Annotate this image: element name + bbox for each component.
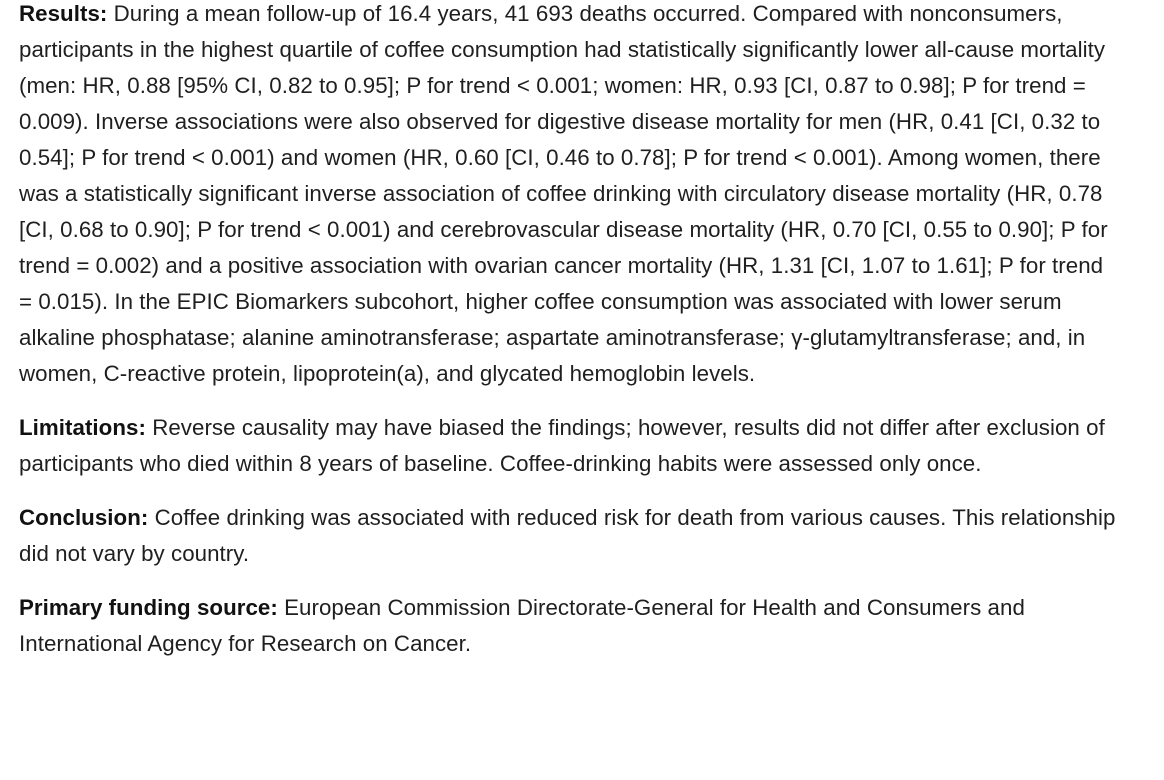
limitations-paragraph bbox=[19, 410, 1119, 482]
results-text: During a mean follow-up of 16.4 years, 41 693 deaths occurred. Compared with nonconsumers, participants in the highest quartile of coffee consumption had statistically significantly lower all-cause mortality (men: HR, 0.88 [95% CI, 0.82 to 0.95]; P for trend < 0.001; women: HR, 0.93 [CI, 0.87 to 0.98]; P for trend = 0.009). Inverse associations were also observed for digestive disease mortality for men (HR, 0.41 [CI, 0.32 to 0.54]; P for trend < 0.001) and women (HR, 0.60 [CI, 0.46 to 0.78]; P for trend < 0.001). Among women, there was a statistically significant inverse association of coffee drinking with circulatory disease mortality (HR, 0.78 [CI, 0.68 to 0.90]; P for trend < 0.001) and cerebrovascular disease mortality (HR, 0.70 [CI, 0.55 to 0.90]; P for trend = 0.002) and a positive association with ovarian cancer mortality (HR, 1.31 [CI, 1.07 to 1.61]; P for trend = 0.015). In the EPIC Biomarkers subcohort, higher coffee consumption was associated with lower serum alkaline phosphatase; alanine aminotransferase; aspartate aminotransferase; γ-glutamyltransferase; and, in women, C-reactive protein, lipoprotein(a), and glycated hemoglobin levels. bbox=[19, 1, 1108, 386]
funding-label: Primary funding source: bbox=[19, 595, 278, 620]
conclusion-text: Coffee drinking was associated with reduced risk for death from various causes. This relationship did not vary by country. bbox=[19, 505, 1116, 566]
funding-text: European Commission Directorate-General for Health and Consumers and International Agency for Research on Cancer. bbox=[19, 595, 1025, 656]
abstract-document bbox=[19, 0, 1119, 680]
results-label: Results: bbox=[19, 1, 108, 26]
results-paragraph bbox=[19, 0, 1119, 392]
conclusion-label: Conclusion: bbox=[19, 505, 149, 530]
funding-paragraph bbox=[19, 590, 1119, 662]
conclusion-paragraph bbox=[19, 500, 1119, 572]
limitations-text: Reverse causality may have biased the findings; however, results did not differ after exclusion of participants who died within 8 years of baseline. Coffee-drinking habits were assessed only once. bbox=[19, 415, 1105, 476]
limitations-label: Limitations: bbox=[19, 415, 146, 440]
